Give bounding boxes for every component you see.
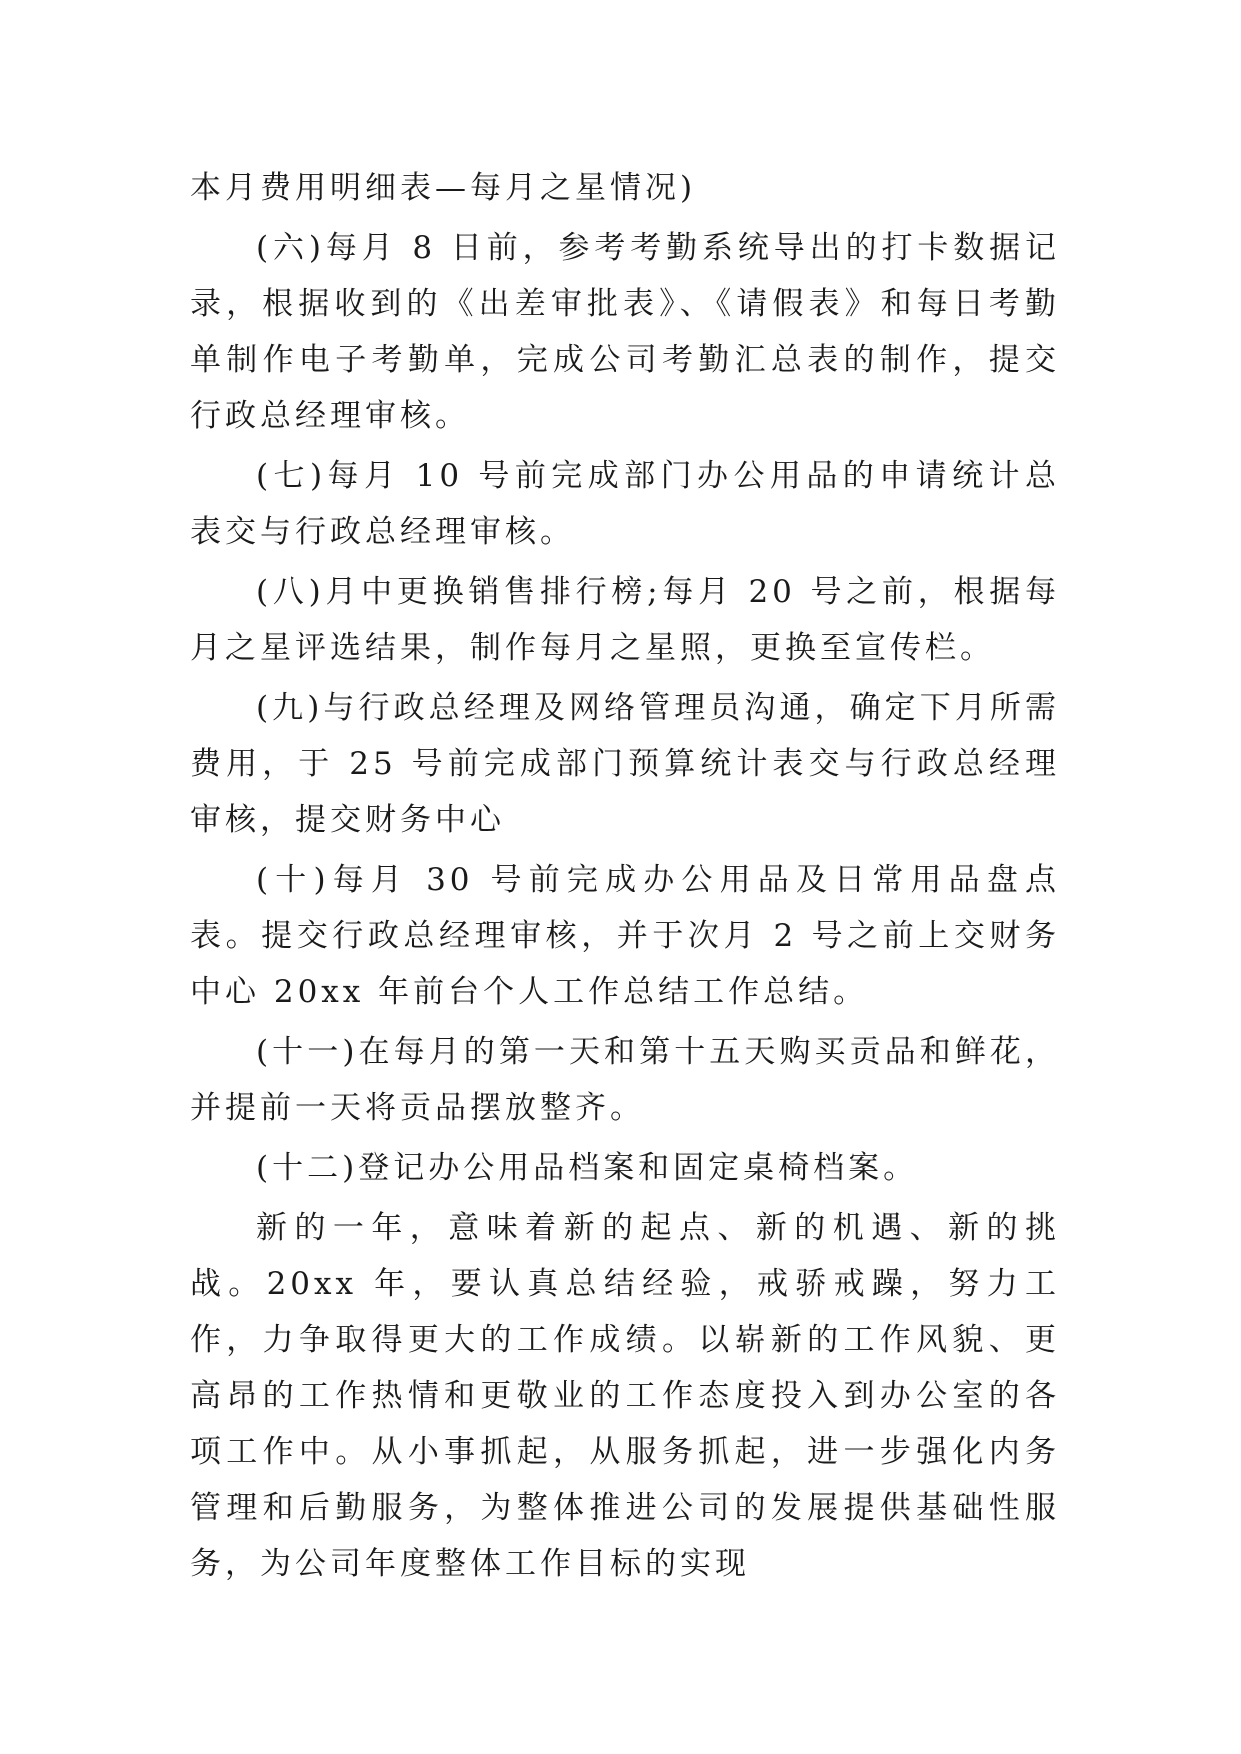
document-body xyxy=(190,160,1060,1596)
paragraph-item-7: (七)每月 10 号前完成部门办公用品的申请统计总表交与行政总经理审核。 xyxy=(190,458,1060,550)
paragraph-item-11: (十一)在每月的第一天和第十五天购买贡品和鲜花，并提前一天将贡品摆放整齐。 xyxy=(190,1034,1060,1126)
paragraph-closing: 新的一年，意味着新的起点、新的机遇、新的挑战。20xx 年，要认真总结经验，戒骄戒躁，努力工作，力争取得更大的工作成绩。以崭新的工作风貌、更高昂的工作热情和更敬业的工作态度投入到办公室的各项工作中。从小事抓起，从服务抓起，进一步强化内务管理和后勤服务，为整体推进公司的发展提供基础性服务，为公司年度整体工作目标的实现 xyxy=(190,1210,1060,1582)
paragraph-item-10: (十)每月 30 号前完成办公用品及日常用品盘点表。提交行政总经理审核，并于次月 2 号之前上交财务中心 20xx 年前台个人工作总结工作总结。 xyxy=(190,862,1060,1010)
paragraph-item-6: (六)每月 8 日前，参考考勤系统导出的打卡数据记录，根据收到的《出差审批表》、《请假表》和每日考勤单制作电子考勤单，完成公司考勤汇总表的制作，提交行政总经理审核。 xyxy=(190,230,1060,434)
paragraph-continuation: 本月费用明细表—每月之星情况) xyxy=(190,170,697,206)
paragraph-item-12: (十二)登记办公用品档案和固定桌椅档案。 xyxy=(256,1150,919,1186)
paragraph-item-8: (八)月中更换销售排行榜;每月 20 号之前，根据每月之星评选结果，制作每月之星照，更换至宣传栏。 xyxy=(190,574,1060,666)
paragraph-item-9: (九)与行政总经理及网络管理员沟通，确定下月所需费用，于 25 号前完成部门预算统计表交与行政总经理审核，提交财务中心 xyxy=(190,690,1060,838)
